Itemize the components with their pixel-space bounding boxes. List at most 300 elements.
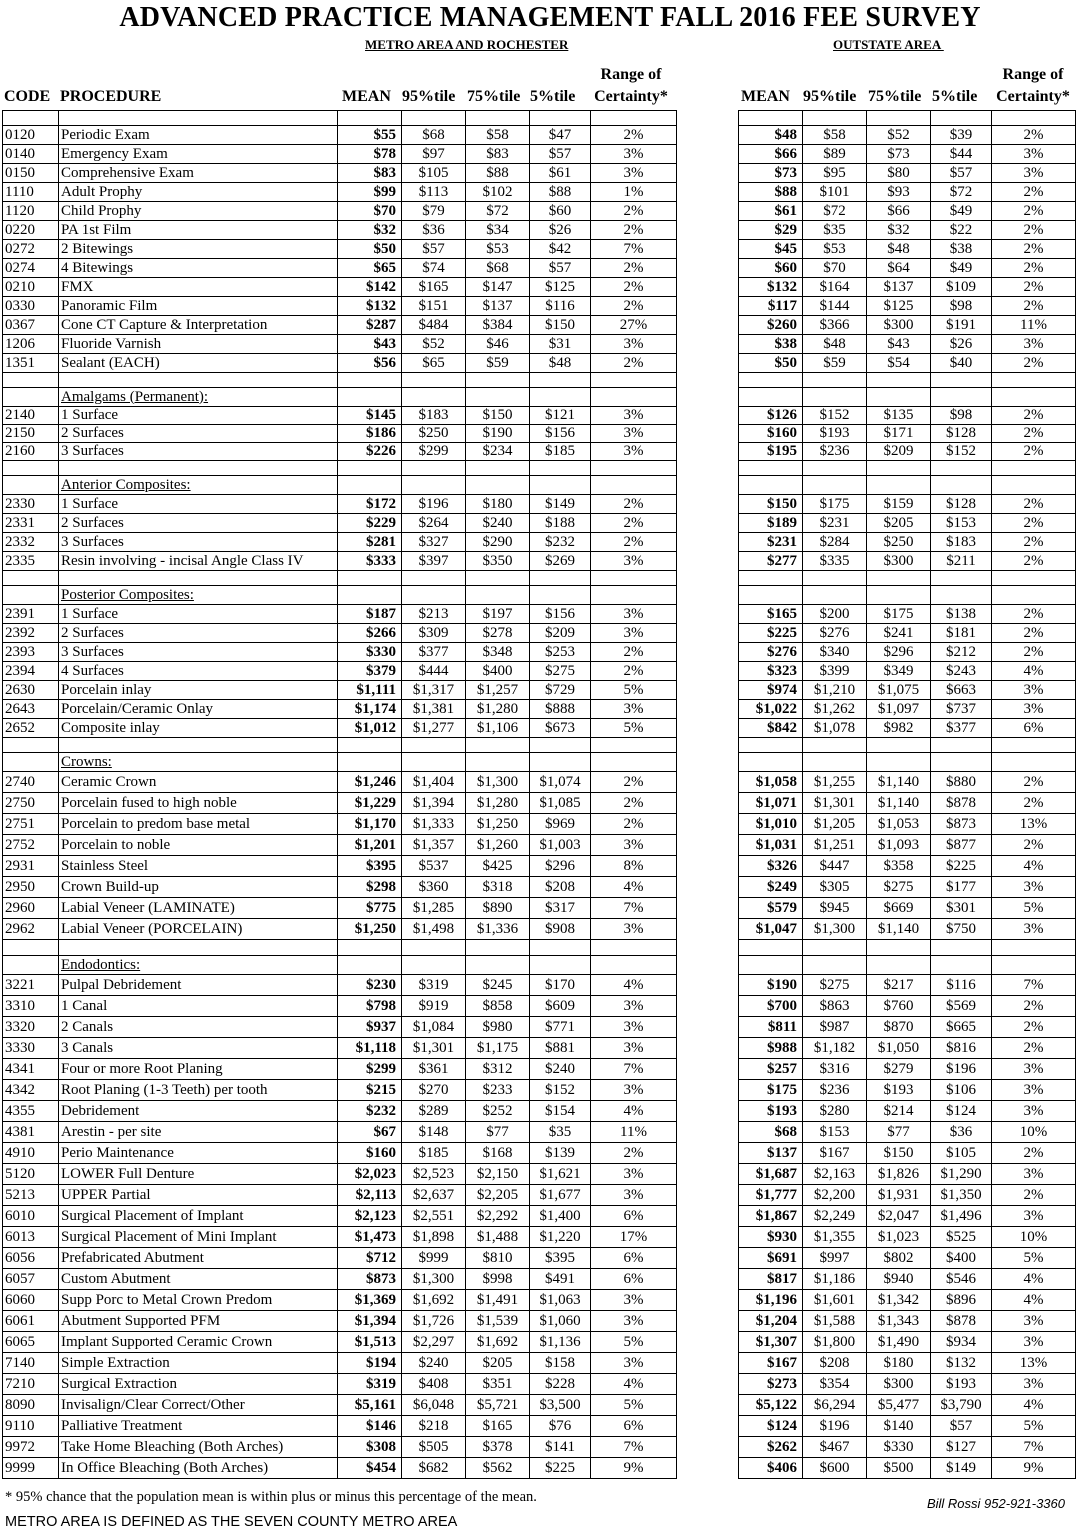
code-cell: 2740 (3, 772, 59, 793)
code-cell (3, 476, 59, 495)
outstate-95tile-cell: $600 (803, 1458, 867, 1479)
outstate-mean-cell: $1,031 (739, 835, 803, 856)
metro-mean-cell: $50 (338, 240, 402, 259)
outstate-range-cell: 3% (992, 1311, 1076, 1332)
code-cell (3, 738, 59, 753)
table-row (3, 856, 1076, 877)
outstate-5tile-cell: $128 (931, 425, 992, 443)
metro-95tile-cell: $408 (402, 1374, 466, 1395)
procedure-cell: Composite inlay (59, 719, 338, 738)
outstate-mean-cell: $48 (739, 126, 803, 145)
table-row (3, 1353, 1076, 1374)
column-gap (677, 700, 739, 719)
outstate-75tile-cell: $760 (867, 996, 931, 1017)
code-cell: 0330 (3, 297, 59, 316)
outstate-75tile-cell: $870 (867, 1017, 931, 1038)
table-row (3, 1017, 1076, 1038)
outstate-5tile-cell: $105 (931, 1143, 992, 1164)
outstate-95tile-cell: $89 (803, 145, 867, 164)
column-gap (677, 407, 739, 425)
outstate-range-cell: 2% (992, 793, 1076, 814)
metro-95tile-cell: $151 (402, 297, 466, 316)
outstate-75tile-cell: $982 (867, 719, 931, 738)
metro-95tile-cell: $240 (402, 1353, 466, 1374)
outstate-5tile-cell: $152 (931, 443, 992, 461)
metro-mean-cell (338, 956, 402, 975)
metro-75tile-cell (466, 956, 530, 975)
outstate-range-cell: 2% (992, 126, 1076, 145)
outstate-5tile-header: 5%tile (932, 88, 978, 105)
metro-95tile-cell: $185 (402, 1143, 466, 1164)
outstate-5tile-cell: $183 (931, 533, 992, 552)
metro-mean-cell: $78 (338, 145, 402, 164)
column-gap (677, 1080, 739, 1101)
outstate-mean-cell: $175 (739, 1080, 803, 1101)
outstate-range-cell (992, 476, 1076, 495)
code-cell: 0367 (3, 316, 59, 335)
outstate-range-cell: 2% (992, 1038, 1076, 1059)
metro-mean-cell: $873 (338, 1269, 402, 1290)
metro-mean-cell: $281 (338, 533, 402, 552)
outstate-range-cell (992, 956, 1076, 975)
column-gap (677, 1143, 739, 1164)
contact-info: Bill Rossi 952-921-3360 (926, 1496, 1065, 1511)
outstate-75tile-cell: $300 (867, 552, 931, 571)
procedure-cell: Fluoride Varnish (59, 335, 338, 354)
code-cell: 2643 (3, 700, 59, 719)
metro-range-cell: 7% (591, 240, 677, 259)
outstate-5tile-cell: $193 (931, 1374, 992, 1395)
metro-range-cell: 7% (591, 1437, 677, 1458)
column-gap (677, 1248, 739, 1269)
table-row (3, 1269, 1076, 1290)
outstate-75tile-cell: $52 (867, 126, 931, 145)
outstate-range-cell: 3% (992, 335, 1076, 354)
metro-mean-cell (338, 388, 402, 407)
metro-5tile-cell: $1,063 (530, 1290, 591, 1311)
metro-range-cell: 4% (591, 975, 677, 996)
procedure-cell: Root Planing (1-3 Teeth) per tooth (59, 1080, 338, 1101)
column-gap (677, 111, 739, 126)
metro-75tile-cell: $890 (466, 898, 530, 919)
procedure-cell: Simple Extraction (59, 1353, 338, 1374)
table-row (3, 919, 1076, 940)
metro-definition: METRO AREA IS DEFINED AS THE SEVEN COUNTY METRO AREA (5, 1514, 458, 1530)
outstate-75tile-cell (867, 753, 931, 772)
procedure-cell: Labial Veneer (PORCELAIN) (59, 919, 338, 940)
outstate-range-cell: 2% (992, 552, 1076, 571)
outstate-range-cell: 2% (992, 407, 1076, 425)
column-gap (677, 1332, 739, 1353)
outstate-5tile-cell: $128 (931, 495, 992, 514)
metro-5tile-cell (530, 373, 591, 388)
outstate-75tile-cell: $330 (867, 1437, 931, 1458)
code-cell: 6060 (3, 1290, 59, 1311)
metro-range-cell: 2% (591, 259, 677, 278)
code-cell: 1110 (3, 183, 59, 202)
column-gap (677, 877, 739, 898)
outstate-5tile-cell: $149 (931, 1458, 992, 1479)
procedure-cell: Four or more Root Planing (59, 1059, 338, 1080)
procedure-cell: 3 Canals (59, 1038, 338, 1059)
metro-5tile-cell: $3,500 (530, 1395, 591, 1416)
metro-75tile-cell: $1,336 (466, 919, 530, 940)
column-gap (677, 1311, 739, 1332)
outstate-95tile-cell: $305 (803, 877, 867, 898)
metro-95tile-cell: $1,726 (402, 1311, 466, 1332)
outstate-75tile-cell: $1,097 (867, 700, 931, 719)
code-cell: 2751 (3, 814, 59, 835)
outstate-5tile-cell (931, 461, 992, 476)
code-cell: 5213 (3, 1185, 59, 1206)
metro-5tile-cell: $888 (530, 700, 591, 719)
metro-5tile-cell: $228 (530, 1374, 591, 1395)
outstate-75tile-cell: $1,140 (867, 919, 931, 940)
outstate-range-cell: 4% (992, 1269, 1076, 1290)
table-row (3, 975, 1076, 996)
table-row (3, 1185, 1076, 1206)
code-cell (3, 373, 59, 388)
metro-mean-cell (338, 571, 402, 586)
outstate-5tile-cell: $153 (931, 514, 992, 533)
procedure-cell: Debridement (59, 1101, 338, 1122)
outstate-5tile-cell (931, 738, 992, 753)
outstate-range-cell: 4% (992, 662, 1076, 681)
metro-5tile-cell: $26 (530, 221, 591, 240)
metro-5tile-cell: $88 (530, 183, 591, 202)
metro-range-cell: 4% (591, 1101, 677, 1122)
outstate-mean-cell: $842 (739, 719, 803, 738)
outstate-5tile-cell: $98 (931, 297, 992, 316)
code-cell: 2332 (3, 533, 59, 552)
metro-95tile-cell: $65 (402, 354, 466, 373)
outstate-mean-cell: $160 (739, 425, 803, 443)
procedure-cell (59, 461, 338, 476)
code-cell: 9972 (3, 1437, 59, 1458)
metro-mean-cell (338, 461, 402, 476)
table-row (3, 1458, 1076, 1479)
outstate-area-heading: OUTSTATE AREA (833, 37, 944, 52)
metro-range-cell: 2% (591, 126, 677, 145)
table-row (3, 1038, 1076, 1059)
outstate-range-cell: 2% (992, 1017, 1076, 1038)
table-row (3, 1416, 1076, 1437)
metro-75tile-cell: $348 (466, 643, 530, 662)
procedure-cell: Supp Porc to Metal Crown Predom (59, 1290, 338, 1311)
metro-75tile-cell: $351 (466, 1374, 530, 1395)
metro-95tile-cell: $57 (402, 240, 466, 259)
column-gap (677, 1437, 739, 1458)
metro-mean-cell: $2,123 (338, 1206, 402, 1227)
metro-75tile-cell (466, 388, 530, 407)
outstate-mean-cell: $193 (739, 1101, 803, 1122)
code-cell: 2750 (3, 793, 59, 814)
metro-95tile-cell: $1,084 (402, 1017, 466, 1038)
metro-range-cell: 2% (591, 814, 677, 835)
code-cell: 3310 (3, 996, 59, 1017)
metro-75tile-cell: $2,205 (466, 1185, 530, 1206)
outstate-range-cell (992, 461, 1076, 476)
procedure-cell: Palliative Treatment (59, 1416, 338, 1437)
metro-95tile-cell: $505 (402, 1437, 466, 1458)
metro-95tile-cell: $165 (402, 278, 466, 297)
outstate-5tile-cell: $57 (931, 1416, 992, 1437)
metro-range-cell: 2% (591, 533, 677, 552)
metro-95tile-cell: $213 (402, 605, 466, 624)
code-cell: 6065 (3, 1332, 59, 1353)
metro-range-cell: 6% (591, 1269, 677, 1290)
outstate-95tile-cell: $467 (803, 1437, 867, 1458)
column-gap (677, 753, 739, 772)
metro-5tile-cell: $269 (530, 552, 591, 571)
metro-95tile-cell: $319 (402, 975, 466, 996)
table-row (3, 1290, 1076, 1311)
outstate-75tile-cell: $137 (867, 278, 931, 297)
outstate-range-cell: 2% (992, 297, 1076, 316)
table-row (3, 643, 1076, 662)
outstate-mean-cell: $262 (739, 1437, 803, 1458)
outstate-mean-cell: $88 (739, 183, 803, 202)
outstate-range-cell: 2% (992, 443, 1076, 461)
outstate-95tile-cell: $1,301 (803, 793, 867, 814)
procedure-cell: Stainless Steel (59, 856, 338, 877)
metro-75tile-cell: $234 (466, 443, 530, 461)
metro-75tile-cell: $5,721 (466, 1395, 530, 1416)
column-gap (677, 461, 739, 476)
outstate-75tile-cell: $64 (867, 259, 931, 278)
column-gap (677, 605, 739, 624)
outstate-75tile-cell (867, 111, 931, 126)
outstate-range-cell: 3% (992, 919, 1076, 940)
outstate-5tile-cell: $525 (931, 1227, 992, 1248)
metro-75tile-cell: $77 (466, 1122, 530, 1143)
metro-range-cell: 3% (591, 1038, 677, 1059)
metro-5tile-cell: $47 (530, 126, 591, 145)
column-gap (677, 814, 739, 835)
outstate-range-cell: 5% (992, 898, 1076, 919)
outstate-mean-cell: $1,687 (739, 1164, 803, 1185)
metro-95tile-cell: $1,394 (402, 793, 466, 814)
table-row (3, 145, 1076, 164)
outstate-mean-cell (739, 956, 803, 975)
outstate-95tile-cell: $196 (803, 1416, 867, 1437)
code-cell: 6013 (3, 1227, 59, 1248)
metro-mean-cell: $937 (338, 1017, 402, 1038)
outstate-95tile-cell: $48 (803, 335, 867, 354)
outstate-75tile-cell: $73 (867, 145, 931, 164)
metro-mean-cell: $287 (338, 316, 402, 335)
code-cell: 0120 (3, 126, 59, 145)
outstate-mean-cell: $579 (739, 898, 803, 919)
procedure-cell: 2 Surfaces (59, 514, 338, 533)
outstate-range-cell: 3% (992, 1164, 1076, 1185)
metro-95tile-cell (402, 753, 466, 772)
code-cell: 6057 (3, 1269, 59, 1290)
metro-5tile-cell: $232 (530, 533, 591, 552)
outstate-range-cell: 3% (992, 877, 1076, 898)
metro-95tile-cell (402, 571, 466, 586)
metro-range-cell: 3% (591, 996, 677, 1017)
code-cell: 2393 (3, 643, 59, 662)
metro-75tile-cell: $1,300 (466, 772, 530, 793)
metro-5tile-cell: $61 (530, 164, 591, 183)
outstate-75tile-cell: $1,343 (867, 1311, 931, 1332)
code-cell: 4355 (3, 1101, 59, 1122)
column-gap (677, 681, 739, 700)
procedure-cell: Surgical Extraction (59, 1374, 338, 1395)
outstate-mean-cell: $1,777 (739, 1185, 803, 1206)
procedure-cell: Surgical Placement of Implant (59, 1206, 338, 1227)
column-gap (677, 856, 739, 877)
outstate-95tile-cell: $1,182 (803, 1038, 867, 1059)
outstate-95tile-cell: $997 (803, 1248, 867, 1269)
metro-5tile-cell: $908 (530, 919, 591, 940)
outstate-5tile-cell: $880 (931, 772, 992, 793)
spacer-row (3, 940, 1076, 956)
outstate-5tile-cell: $36 (931, 1122, 992, 1143)
metro-95tile-cell: $299 (402, 443, 466, 461)
metro-mean-cell: $56 (338, 354, 402, 373)
outstate-range-cell: 3% (992, 145, 1076, 164)
outstate-95tile-cell: $1,300 (803, 919, 867, 940)
metro-mean-cell: $379 (338, 662, 402, 681)
metro-mean-cell: $99 (338, 183, 402, 202)
metro-95tile-cell: $183 (402, 407, 466, 425)
metro-95tile-cell: $397 (402, 552, 466, 571)
metro-95tile-cell: $327 (402, 533, 466, 552)
metro-95tile-cell: $97 (402, 145, 466, 164)
outstate-75tile-cell (867, 571, 931, 586)
metro-mean-cell: $132 (338, 297, 402, 316)
metro-95tile-cell: $2,523 (402, 1164, 466, 1185)
procedure-cell: Surgical Placement of Mini Implant (59, 1227, 338, 1248)
outstate-mean-cell: $1,307 (739, 1332, 803, 1353)
metro-75tile-cell (466, 111, 530, 126)
metro-range-cell: 2% (591, 1143, 677, 1164)
metro-75tile-header: 75%tile (467, 88, 521, 105)
metro-range-cell: 2% (591, 354, 677, 373)
outstate-mean-cell: $1,196 (739, 1290, 803, 1311)
outstate-5tile-cell: $109 (931, 278, 992, 297)
outstate-95tile-cell: $399 (803, 662, 867, 681)
metro-mean-header: MEAN (342, 88, 391, 105)
outstate-mean-cell: $257 (739, 1059, 803, 1080)
code-cell (3, 571, 59, 586)
metro-5tile-cell: $969 (530, 814, 591, 835)
outstate-75tile-cell: $1,342 (867, 1290, 931, 1311)
metro-range-header-bottom: Certainty* (594, 88, 668, 105)
metro-75tile-cell: $205 (466, 1353, 530, 1374)
metro-75tile-cell (466, 461, 530, 476)
table-row (3, 793, 1076, 814)
column-gap (677, 425, 739, 443)
outstate-95tile-cell: $1,255 (803, 772, 867, 793)
metro-75tile-cell: $1,257 (466, 681, 530, 700)
metro-mean-cell: $226 (338, 443, 402, 461)
metro-mean-cell: $1,250 (338, 919, 402, 940)
metro-95tile-cell: $377 (402, 643, 466, 662)
metro-5tile-cell: $76 (530, 1416, 591, 1437)
outstate-range-cell: 2% (992, 533, 1076, 552)
procedure-cell: Arestin - per site (59, 1122, 338, 1143)
code-cell: 0272 (3, 240, 59, 259)
metro-5tile-cell: $491 (530, 1269, 591, 1290)
metro-75tile-cell: $1,280 (466, 793, 530, 814)
outstate-mean-cell: $249 (739, 877, 803, 898)
procedure-cell: Panoramic Film (59, 297, 338, 316)
procedure-cell: Sealant (EACH) (59, 354, 338, 373)
procedure-cell: Resin involving - incisal Angle Class IV (59, 552, 338, 571)
metro-mean-cell: $83 (338, 164, 402, 183)
outstate-95tile-cell: $1,355 (803, 1227, 867, 1248)
outstate-75tile-cell: $32 (867, 221, 931, 240)
metro-95tile-cell: $113 (402, 183, 466, 202)
outstate-5tile-cell: $40 (931, 354, 992, 373)
metro-75tile-cell: $1,250 (466, 814, 530, 835)
outstate-95tile-cell: $1,262 (803, 700, 867, 719)
metro-mean-cell: $266 (338, 624, 402, 643)
metro-95tile-cell (402, 956, 466, 975)
procedure-cell: 1 Surface (59, 407, 338, 425)
section-title: Anterior Composites: (59, 476, 338, 495)
outstate-mean-cell: $225 (739, 624, 803, 643)
table-row (3, 1437, 1076, 1458)
table-row (3, 164, 1076, 183)
outstate-75tile-cell (867, 461, 931, 476)
table-row (3, 1143, 1076, 1164)
outstate-95tile-cell (803, 571, 867, 586)
table-row (3, 1248, 1076, 1269)
metro-mean-cell: $712 (338, 1248, 402, 1269)
outstate-95tile-cell: $144 (803, 297, 867, 316)
metro-range-cell: 2% (591, 221, 677, 240)
metro-area-heading: METRO AREA AND ROCHESTER (365, 37, 569, 52)
outstate-range-cell: 3% (992, 164, 1076, 183)
metro-95tile-cell: $1,898 (402, 1227, 466, 1248)
metro-range-cell: 3% (591, 145, 677, 164)
metro-range-cell (591, 586, 677, 605)
procedure-cell: 3 Surfaces (59, 643, 338, 662)
outstate-95tile-cell (803, 586, 867, 605)
metro-mean-cell: $1,174 (338, 700, 402, 719)
metro-range-cell: 3% (591, 552, 677, 571)
table-row (3, 552, 1076, 571)
metro-range-cell: 7% (591, 1059, 677, 1080)
metro-5tile-cell: $48 (530, 354, 591, 373)
column-gap (677, 221, 739, 240)
metro-range-cell: 6% (591, 1248, 677, 1269)
metro-95tile-cell: $682 (402, 1458, 466, 1479)
metro-5tile-cell: $150 (530, 316, 591, 335)
outstate-5tile-cell: $191 (931, 316, 992, 335)
outstate-75tile-cell: $279 (867, 1059, 931, 1080)
outstate-mean-cell: $50 (739, 354, 803, 373)
metro-range-cell (591, 940, 677, 956)
metro-75tile-cell (466, 571, 530, 586)
metro-range-cell (591, 388, 677, 407)
outstate-mean-cell: $273 (739, 1374, 803, 1395)
table-row (3, 221, 1076, 240)
procedure-column-header: PROCEDURE (60, 88, 162, 105)
table-row (3, 407, 1076, 425)
outstate-5tile-cell: $127 (931, 1437, 992, 1458)
outstate-5tile-cell: $873 (931, 814, 992, 835)
metro-5tile-cell (530, 956, 591, 975)
metro-75tile-cell: $233 (466, 1080, 530, 1101)
column-gap (677, 533, 739, 552)
procedure-cell: 1 Surface (59, 495, 338, 514)
metro-mean-cell: $67 (338, 1122, 402, 1143)
